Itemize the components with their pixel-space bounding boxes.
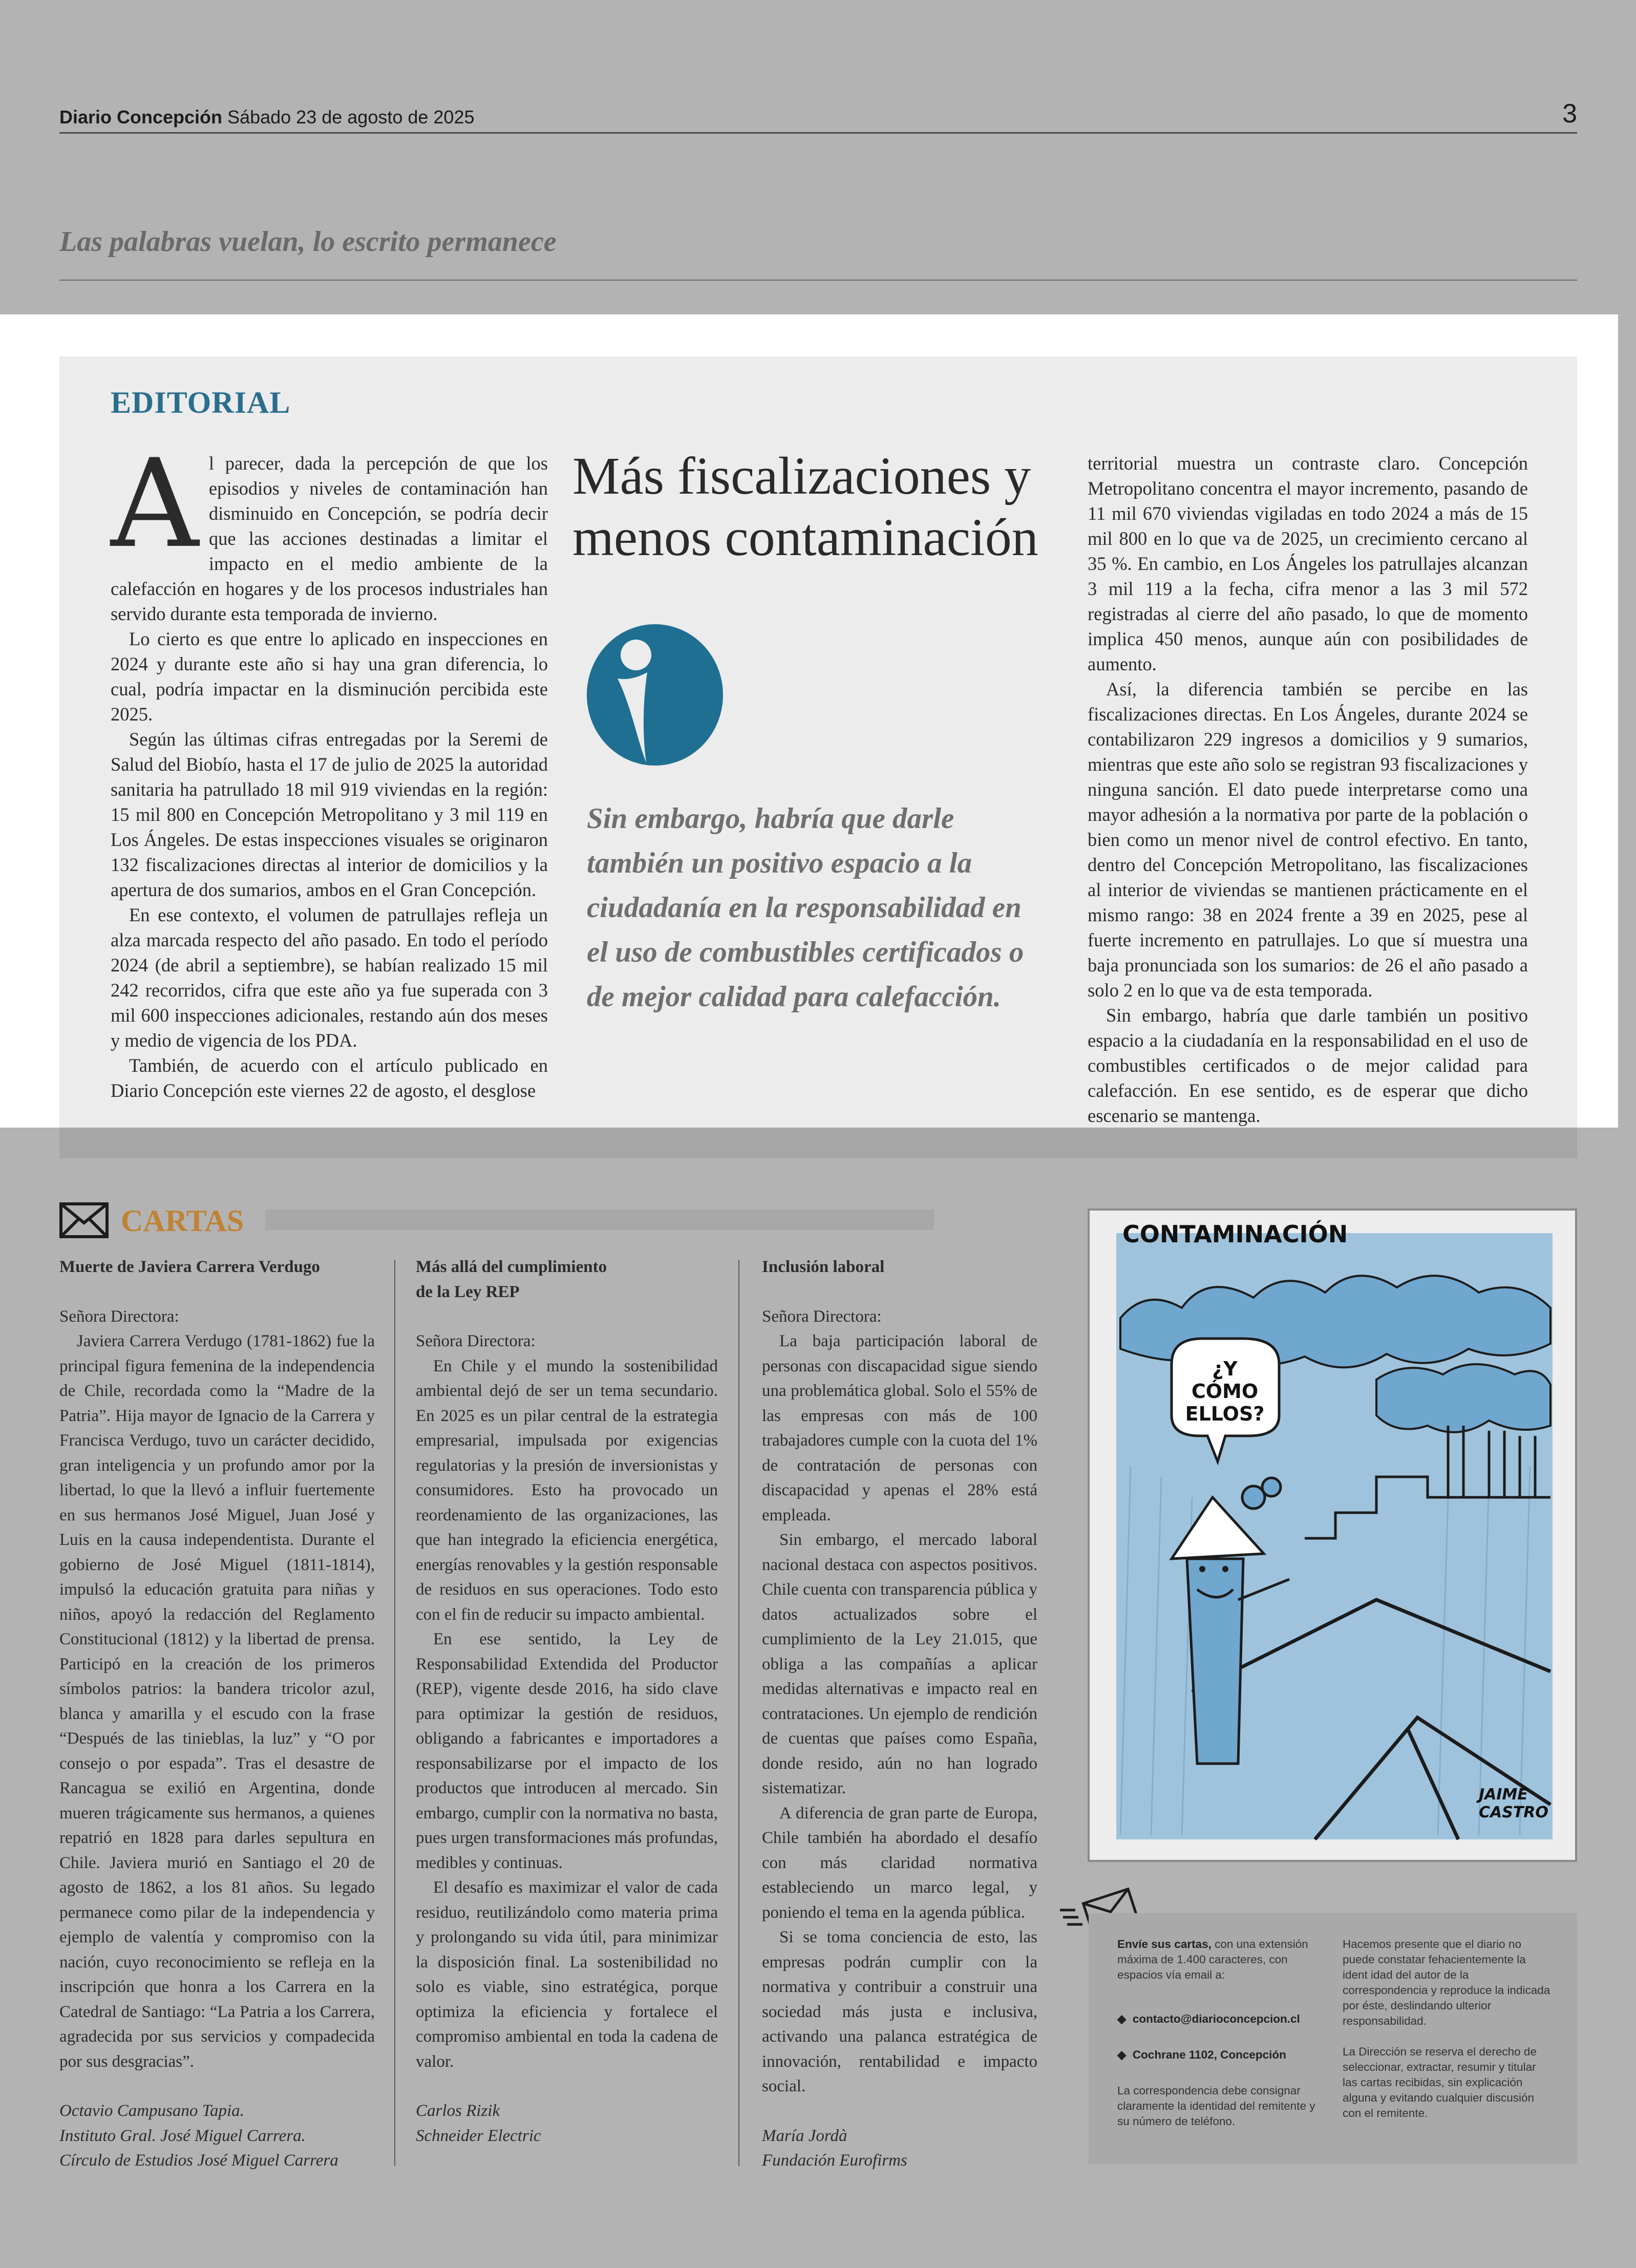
letter-signature: Octavio Campusano Tapia. Instituto Gral. José Miguel Carrera. Círculo de Estudios José Miguel Carrera <box>59 2102 338 2170</box>
editorial-shadow <box>59 1128 1577 1158</box>
cartoonist-signature-1: JAIME <box>1479 1786 1528 1804</box>
editorial-paragraph: Sin embargo, habría que darle también un positivo espacio a la ciudadanía en la responsabilidad en el uso de combustibles certificados o de mejor calidad para calefacción. En ese sentido, es de esperar que dicho escenario se mantenga. <box>1088 1005 1528 1126</box>
cartoonist-signature-2: CASTRO <box>1479 1804 1548 1821</box>
editorial-paragraph: Según las últimas cifras entregadas por la Seremi de Salud del Biobío, hasta el 17 de julio de 2025 la autoridad sanitaria ha patrullado 18 mil 919 viviendas en la región: 15 mil 800 en Concepción Metropolitano y 3 mil 119 en Los Ángeles. De estas inspecciones visuales se originaron 132 fiscalizaciones directas al interior de domicilios y la apertura de dos sumarios, ambos en el Gran Concepción. <box>111 729 548 900</box>
editorial-paragraph: Al parecer, dada la percepción de que los episodios y niveles de contaminación han disminuido en Concepción, se podría decir que las acciones destinadas a limitar el impacto en el medio ambiente de la calefacción en hogares y de los procesos industriales han servido durante esta temporada de invierno. <box>111 433 548 624</box>
info-icon <box>586 623 724 767</box>
letter-salutation: Señora Directora: <box>762 1307 882 1326</box>
editorial-paragraph: También, de acuerdo con el artículo publicado en Diario Concepción este viernes 22 de agosto, el desglose <box>111 1055 548 1101</box>
send-instructions: Envíe sus cartas, con una extensión máxima de 1.400 caracteres, con espacios vía email a: <box>1117 1938 1308 1981</box>
editorial-column-1 <box>111 433 548 1103</box>
editorial-paragraph: Lo cierto es que entre lo aplicado en inspecciones en 2024 y durante este año si hay una gran diferencia, lo cual, podría impactar en la disminución percibida este 2025. <box>111 628 548 725</box>
letter-paragraph: Javiera Carrera Verdugo (1781-1862) fue la principal figura femenina de la independencia de Chile, recordada como la “Madre de la Patria”. Hija mayor de Ignacio de la Carrera y Francisca Verdugo, tuvo un carácter decidido, gran inteligencia y un profundo amor por la libertad, lo que la llevó a influir fuertemente en sus hermanos José Miguel, Juan José y Luis en la causa independentista. Durante el gobierno de José Miguel (1811-1814), impulsó la educación gratuita para niñas y niños, apoyó la redacción del Reglamento Constitucional (1812) y la libertad de prensa. Participó en la creación de los primeros símbolos patrios: la bandera tricolor azul, blanca y amarilla y el escudo con la frase “Después de las tinieblas, la luz” y “O por consejo o por espada”. Tras el desastre de Rancagua se exilió en Argentina, donde mueren trágicamente sus hermanos, a quienes repatrió en 1828 para darles sepultura en Chile. Javiera murió en Santiago el 20 de agosto de 1862, a los 81 años. Su legado permanece como pilar de la independencia y ejemplo de valentía y compromiso con la nación, cuyo reconocimiento se refleja en la inscripción que honra a los Carrera en la Catedral de Santiago: “La Patria a los Carrera, agradecida por sus servicios y compadecida por sus desgracias”. <box>59 1332 375 2071</box>
contact-email[interactable]: contacto@diarioconcepcion.cl <box>1132 2012 1300 2025</box>
disclaimer-2: La Dirección se reserva el derecho de seleccionar, extractar, resumir y titular las cartas recibidas, sin explicación alguna y evitando cualquier discusión con el remitente. <box>1343 2045 1537 2119</box>
publication-date: Sábado 23 de agosto de 2025 <box>227 107 475 128</box>
disclaimer-1: Hacemos presente que el diario no puede constatar fehacientemente la ident idad del autor de la correspondencia y reproduce la indicada por éste, deslindando ulterior responsabilidad. <box>1343 1938 1550 2027</box>
letter-signature: María Jordà Fundación Eurofirms <box>762 2126 907 2170</box>
speech-text-2: CÓMO <box>1191 1380 1259 1403</box>
speech-text-1: ¿Y <box>1212 1358 1238 1380</box>
letter-column-2 <box>416 1255 718 2148</box>
editorial-title: Más fiscalizaciones y menos contaminación <box>572 447 1038 567</box>
letter-title: Muerte de Javiera Carrera Verdugo <box>59 1258 320 1276</box>
cartoon-frame <box>1088 1209 1577 1862</box>
email-line[interactable]: ◆ contacto@diarioconcepcion.cl <box>1117 2012 1300 2025</box>
cartas-bar <box>265 1210 934 1230</box>
editorial-paragraph: Así, la diferencia también se percibe en las fiscalizaciones directas. En Los Ángeles, durante 2024 se contabilizaron 229 ingresos a domicilios y 9 sumarios, mientras que este año solo se registran 93 fiscalizaciones y ninguna sanción. El dato puede interpretarse como una mayor adhesión a la normativa por parte de la población o bien como un menor nivel de control efectivo. En tanto, dentro del Concepción Metropolitano, las fiscalizaciones al interior de viviendas se mantienen prácticamente en el mismo rango: 38 en 2024 frente a 39 en 2025, pese al fuerte incremento en patrullajes. Lo que sí muestra una baja pronunciada son los sumarios: de 26 el año pasado a solo 2 en lo que va de esta temporada. <box>1088 679 1528 1001</box>
letter-signature: Carlos Rizik Schneider Electric <box>416 2102 541 2145</box>
publication-name: Diario Concepción <box>59 107 223 128</box>
letter-paragraph: En Chile y el mundo la sostenibilidad ambiental dejó de ser un tema secundario. En 2025 es un pilar central de la estrategia empresarial, impulsada por exigencias regulatorias y la presión de inversionistas y consumidores. Esto ha provocado un reordenamiento de las organizaciones, las que han integrado la eficiencia energética, energías renovables y la gestión responsable de residuos en sus operaciones. Todo esto con el fin de reducir su impacto ambiental. <box>416 1356 718 1624</box>
letter-column-1 <box>59 1255 375 2173</box>
page-number: 3 <box>1562 99 1577 129</box>
letter-salutation: Señora Directora: <box>59 1307 179 1326</box>
motto-text: Las palabras vuelan, lo escrito permanece <box>59 226 557 258</box>
envelope-icon <box>59 1202 109 1238</box>
page-header <box>59 99 1577 134</box>
cartoon-illustration <box>1090 1211 1575 1860</box>
letter-paragraph: En ese sentido, la Ley de Responsabilidad Extendida del Productor (REP), vigente desde 2016, ha sido clave para optimizar la gestión de residuos, obligando a fabricantes e importadores a responsabilizarse por el impacto de los productos que introducen al mercado. Sin embargo, cumplir con la normativa no basta, pues urgen transformaciones más profundas, medibles y continuas. <box>416 1630 718 1872</box>
letter-title: Inclusión laboral <box>762 1258 885 1276</box>
letter-paragraph: Sin embargo, el mercado laboral nacional destaca con aspectos positivos. Chile cuenta con transparencia pública y datos actualizados sobre el cumplimiento de la Ley 21.015, que obliga a las compañías a aplicar medidas alternativas e impacto real en contrataciones. Un ejemplo de rendición de cuentas que países como España, donde resido, aún no han logrado sistematizar. <box>762 1531 1037 1797</box>
letters-info-box <box>1089 1913 1577 2164</box>
editorial-paragraph: En ese contexto, el volumen de patrullajes refleja un alza marcada respecto del año pasado. En todo el período 2024 (de abril a septiembre), se habían realizado 15 mil 242 recorridos, cifra que este año ya fue superada con 3 mil 600 inspecciones adicionales, restando aún dos meses y medio de vigencia de los PDA. <box>111 904 548 1051</box>
letter-title: Más allá del cumplimiento de la Ley REP <box>416 1258 607 1301</box>
editorial-column-3 <box>1088 451 1528 1128</box>
identity-note: La correspondencia debe consignar claramente la identidad del remitente y su número de teléfono. <box>1117 2084 1315 2128</box>
column-divider <box>394 1260 395 2166</box>
pull-quote: Sin embargo, habría que darle también un positivo espacio a la ciudadanía en la responsabilidad en el uso de combustibles certificados o de mejor calidad para calefacción. <box>587 802 1024 1013</box>
letter-column-3 <box>762 1255 1037 2173</box>
cartoon-title: CONTAMINACIÓN <box>1122 1220 1348 1248</box>
cartas-label: CARTAS <box>121 1204 244 1238</box>
publication-line <box>59 107 475 128</box>
info-right <box>1343 1937 1553 2121</box>
letter-paragraph: La baja participación laboral de personas con discapacidad sigue siendo una problemática global. Solo el 55% de las empresas con más de 100 trabajadores cumple con la cuota del 1% de contratación de personas con discapacidad y apenas el 28% está empleada. <box>762 1332 1037 1524</box>
letter-paragraph: El desafío es maximizar el valor de cada residuo, reutilizándolo como materia prima y prolongando su vida útil, para minimizar la disposición final. La sostenibilidad no solo es viable, sino estratégica, porque optimiza la eficiencia y fortalece el compromiso ambiental en toda la cadena de valor. <box>416 1878 718 2071</box>
letter-salutation: Señora Directora: <box>416 1332 536 1350</box>
column-divider <box>738 1260 739 2166</box>
motto-bar <box>59 220 1577 281</box>
contact-address: Cochrane 1102, Concepción <box>1132 2048 1286 2061</box>
editorial-label: EDITORIAL <box>111 386 291 419</box>
speech-text-3: ELLOS? <box>1185 1403 1265 1425</box>
letter-paragraph: Si se toma conciencia de esto, las empresas podrán cumplir con la normativa y contribuir a construir una sociedad más justa e inclusiva, activando una palanca estratégica de innovación, rentabilidad e impacto social. <box>762 1928 1037 2095</box>
drop-cap: A <box>111 433 199 575</box>
letter-paragraph: A diferencia de gran parte de Europa, Chile también ha abordado el desafío con más claridad normativa estableciendo un marco legal, y poniendo el tema en la agenda pública. <box>762 1804 1037 1922</box>
info-left <box>1117 1937 1322 2129</box>
address-line: ◆ Cochrane 1102, Concepción <box>1117 2048 1286 2061</box>
editorial-paragraph: territorial muestra un contraste claro. Concepción Metropolitano concentra el mayor incremento, pasando de 11 mil 670 viviendas vigiladas en todo 2024 a más de 15 mil 800 en lo que va de 2025, un crecimiento cercano al 35 %. En cambio, en Los Ángeles los patrullajes alcanzan 3 mil 119 a la fecha, cifra menor a las 3 mil 572 registradas al cierre del año pasado, lo que de momento implica 450 menos, aunque aún con posibilidades de aumento. <box>1088 453 1528 674</box>
